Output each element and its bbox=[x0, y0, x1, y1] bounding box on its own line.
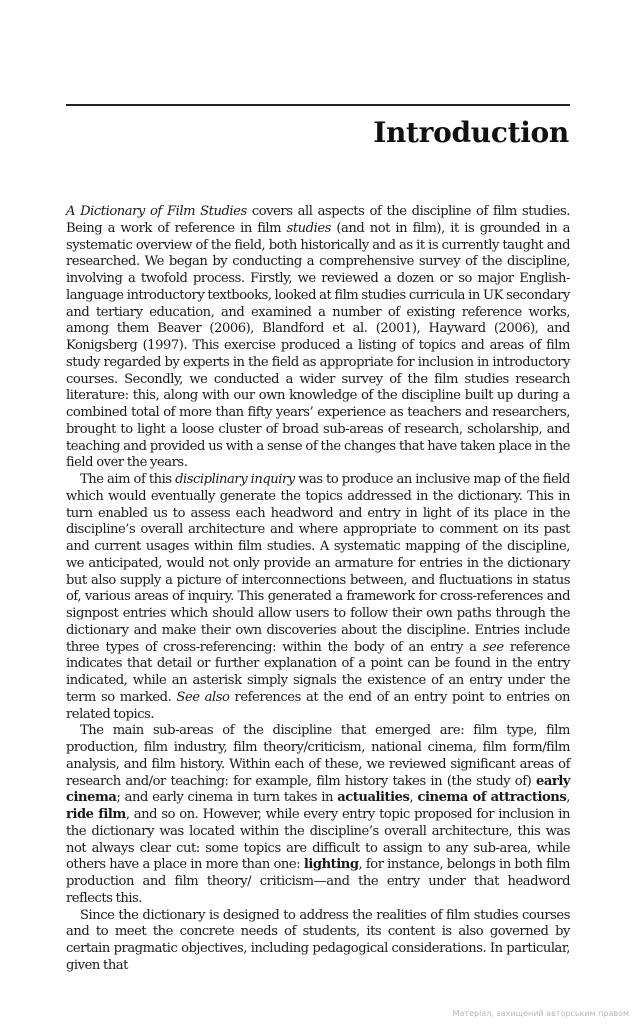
bold-headword: early cinema bbox=[66, 773, 570, 806]
text-run: , for instance, belongs in both film production and film theory/ criticism—and the entry under that headword reflects this. bbox=[66, 857, 570, 906]
paragraph bbox=[66, 204, 570, 472]
text-run: references at the end of an entry point to entries on related topics. bbox=[66, 689, 571, 722]
italic-text: disciplinary inquiry bbox=[175, 472, 295, 487]
paragraph bbox=[66, 908, 570, 975]
body-text bbox=[66, 204, 570, 975]
bold-headword: ride film bbox=[66, 807, 126, 822]
text-run: The main sub-areas of the discipline that emerged are: film type, film production, film industry, film theory/criticism, national cinema, film form/film analysis, and film history. Within each of these, we reviewed significant areas of research and/or teaching: for example, film history takes in (the study of) bbox=[66, 723, 570, 789]
text-run: (and not in film), it is grounded in a systematic overview of the field, both historically and as it is currently taught and researched. We began by conducting a comprehensive survey of the discipline, involving a twofold process. Firstly, we reviewed a dozen or so major English-language introductory textbooks, looked at film studies curricula in UK secondary and tertiary education, and examined a number of existing reference works, among them Beaver (2006), Blandford et al. (2001), Hayward (2006), and Konigsberg (1997). This exercise produced a listing of topics and areas of film study regarded by experts in the field as appropriate for inclusion in introductory courses. Secondly, we conducted a wider survey of the film studies research literature: this, along with our own knowledge of the discipline built up during a combined total of more than fifty years’ experience as teachers and researchers, brought to light a loose cluster of broad sub-areas of research, scholarship, and teaching and provided us with a sense of the changes that have taken place in the field over the years. bbox=[66, 220, 570, 471]
text-run: , and so on. However, while every entry topic proposed for inclusion in the dictionary was located within the discipline’s overall architecture, this was not always clear cut: some topics are difficult to assign to any sub-area, while others have a place in more than one: bbox=[66, 807, 571, 873]
chapter-title: Introduction bbox=[373, 116, 569, 149]
text-run: , bbox=[409, 790, 418, 806]
italic-text: studies bbox=[286, 220, 331, 236]
copyright-watermark: Матеріал, захищений авторським правом bbox=[452, 1009, 629, 1018]
text-run: , bbox=[566, 790, 570, 806]
bold-headword: cinema of attractions bbox=[417, 790, 567, 806]
bold-headword: lighting bbox=[303, 857, 359, 873]
paragraph bbox=[66, 723, 570, 907]
italic-text: see bbox=[482, 639, 504, 655]
italic-text: A Dictionary of Film Studies bbox=[66, 204, 247, 219]
text-run: covers all aspects of the discipline of film studies. Being a work of reference in film bbox=[66, 204, 570, 236]
text-run: Since the dictionary is designed to address the realities of film studies courses and to meet the concrete needs of students, its content is also governed by certain pragmatic objectives, including pedagogical considerations. In particular, given that bbox=[66, 907, 570, 973]
text-run: The aim of this bbox=[80, 472, 176, 487]
text-run: was to produce an inclusive map of the field which would eventually generate the topics addressed in the dictionary. This in turn enabled us to assess each headword and entry in light of its place in the discipline’s overall architecture and where appropriate to comment on its past and current usages within film studies. A systematic mapping of the discipline, we anticipated, would not only provide an armature for entries in the dictionary but also supply a picture of interconnections between, and fluctuations in status of, various areas of inquiry. This generated a framework for cross-references and signpost entries which should allow users to follow their own paths through the dictionary and make their own discoveries about the discipline. Entries include three types of cross-referencing: within the body of an entry a bbox=[66, 472, 570, 655]
italic-text: See also bbox=[176, 689, 230, 705]
header-rule bbox=[66, 104, 570, 106]
paragraph bbox=[66, 472, 570, 723]
text-run: ; and early cinema in turn takes in bbox=[116, 790, 338, 806]
bold-headword: actualities bbox=[337, 790, 410, 806]
text-run: reference indicates that detail or further explanation of a point can be found in the entry indicated, while an asterisk simply signals the existence of an entry under the term so marked. bbox=[66, 639, 570, 705]
